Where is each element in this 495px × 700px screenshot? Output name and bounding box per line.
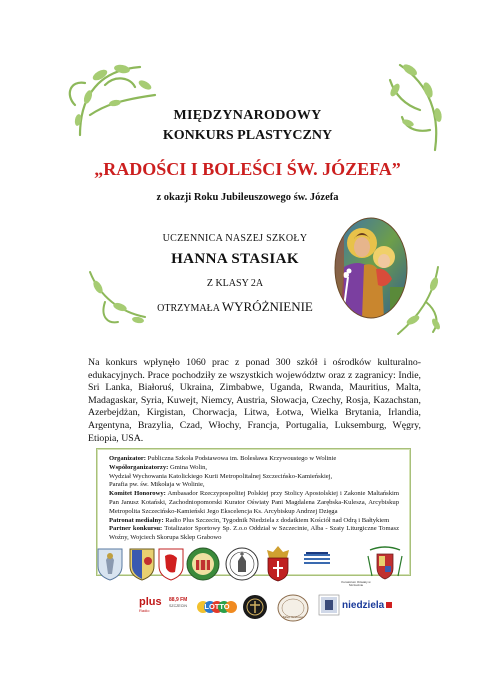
occasion-line: z okazji Roku Jubileuszowego św. Józefa <box>156 192 339 203</box>
niedziela-red-square-icon <box>386 602 392 608</box>
coorganizers-text-2: Wydział Wychowania Katolickiego Kurii Metropolitalnej Szczecińsko-Kamieńskiej, <box>109 472 333 480</box>
title-line-2: KONKURS PLASTYCZNY <box>162 128 333 143</box>
media-text: Radio Plus Szczecin, Tygodnik Niedziela z dodatkiem Kościół nad Odrą i Bałtykiem <box>165 516 390 524</box>
lotto-text: LOTTO <box>204 602 230 611</box>
summary-paragraph: Na konkurs wpłynęło 1060 prac z ponad 300 szkół i ośrodków kulturalno-edukacyjnych. Prace pochodziły ze wszystkich województw oraz z zagranicy: Indie, Sri Lanka, Białoruś, Ukraina, Zimbabwe, Uganda, Rwanda, Mauritius, Malta, Madagaskar, Syria, Kuwejt, Niemcy, Austria, Słowacja, Czechy, Rosja, Kazachstan, Azerbejdżan, Kirgistan, Chorwacja, Litwa, Łotwa, Wielka Brytania, Irlandia, Argentyna, Brazylia, Czad, Włochy, Francja, Portugalia, Luksemburg, Węgry, Etiopia, USA. <box>88 357 421 444</box>
honor-committee-line <box>109 490 399 516</box>
honor-label: Komitet Honorowy: <box>109 490 166 498</box>
radio-frequency-logo <box>169 597 193 615</box>
griffin-crest-logo <box>157 546 185 582</box>
organizer-text: Publiczna Szkoła Podstawowa im. Bolesława Krzywoustego w Wolinie <box>147 455 337 462</box>
wolin-coat-of-arms-logo <box>127 546 157 582</box>
church-seal-logo <box>224 546 260 582</box>
coorganizers-line <box>109 464 399 473</box>
organizers-text <box>109 455 399 543</box>
award-intro: UCZENNICA NASZEJ SZKOŁY <box>162 233 308 244</box>
student-name: HANNA STASIAK <box>171 251 299 267</box>
alba-round-logo <box>242 594 268 620</box>
niedziela-text: niedziela <box>342 600 385 611</box>
coorganizers-text-3: Parafia pw. św. Mikołaja w Wolinie, <box>109 481 205 489</box>
coorganizers-label: Współorganizatorzy: <box>109 463 169 471</box>
media-patronage-line <box>109 517 399 526</box>
award-received <box>150 299 320 315</box>
bishop-coat-of-arms-logo <box>366 546 404 582</box>
radio-plus-sub: Radio <box>139 608 150 613</box>
distinction: WYRÓŻNIENIE <box>221 299 313 314</box>
student-class: Z KLASY 2A <box>206 278 264 289</box>
kuratorium-logo <box>300 547 334 581</box>
city-text: SZCZECIN <box>169 604 187 608</box>
coorganizers-text-1: Gmina Wolin, <box>170 463 208 471</box>
kuratorium-caption: Kuratorium Oświaty w Szczecinie <box>341 580 371 588</box>
ornament-left <box>80 262 150 332</box>
archdiocese-crest-logo <box>263 544 293 582</box>
radio-plus-text: plus <box>139 596 162 608</box>
niedziela-square-logo <box>318 594 340 616</box>
title-line-1: MIĘDZYNARODOWY <box>173 108 322 123</box>
saint-joseph-medallion <box>334 217 408 319</box>
school-emblem-logo <box>185 546 221 582</box>
partner-line <box>109 525 399 543</box>
frequency-text: 88,9 FM <box>169 597 188 603</box>
partner-label: Partner konkursu: <box>109 525 163 533</box>
contest-title: „RADOŚCI I BOLEŚCI ŚW. JÓZEFA” <box>94 159 401 179</box>
honor-text: Ambasador Rzeczypospolitej Polskiej przy Stolicy Apostolskiej i Zakonie Maltańskim Pan Janusz Kotański, Zachodniopomorski Kurator Oświaty Pani Magdalena Zarębska-Kulesza, Arcybiskup Metropolita Szczecińsko-Kamieński Jego Ekscelencja Ks. Arcybiskup Andrzej Dzięga <box>109 490 399 515</box>
organizer-label: Organizator: <box>109 455 146 462</box>
received-prefix: OTRZYMAŁA <box>157 303 220 314</box>
radio-plus-logo <box>139 597 169 615</box>
knight-crest-logo <box>95 546 125 582</box>
organizer-line <box>109 455 399 464</box>
niedziela-logo-text <box>342 600 398 611</box>
sklep-grabowo-caption: Sklep Grabowo <box>282 615 304 619</box>
media-label: Patronat medialny: <box>109 516 164 524</box>
partner-text: Totalizator Sportowy Sp. Z.o.o Oddział w Szczecinie, Alba - Szaty Liturgiczne Tomasz Woźny, Wojciech Skorupa Sklep Grabowo <box>109 525 400 542</box>
